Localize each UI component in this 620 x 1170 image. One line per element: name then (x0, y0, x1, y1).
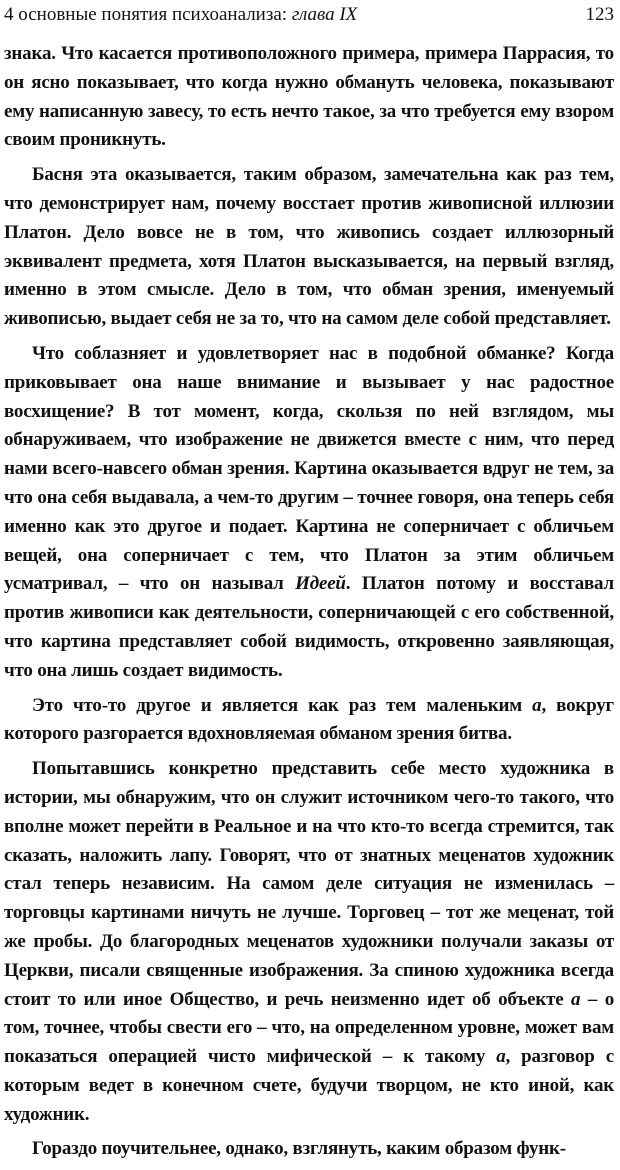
paragraph (4, 40, 614, 155)
paragraph-text: Попытавшись конкретно представить себе место художника в истории, мы обнаружим, что он служит источником чего-то такого, что вполне может перейти в Реальное и на что кто-то всегда стремится, так сказать, наложить лапу. Говорят, что от знатных меценатов художник стал теперь независим. На самом деле ситуация не изменилась – торговцы картинами ничуть не лучше. Торговец – тот же меценат, той же пробы. До благородных меценатов художники получали заказы от Церкви, писали священные изображения. За спиною художника всегда стоит то или иное Общество, и речь неизменно идет об объекте (4, 758, 614, 1010)
paragraph (4, 692, 614, 750)
running-title-chapter: глава IX (291, 4, 358, 25)
paragraph (4, 161, 614, 334)
page-header (4, 0, 614, 30)
italic-letter-a: а (496, 1046, 506, 1068)
paragraph-text: , разговор с которым ведет в конечном счете, будучи творцом, не кто иной, как художник. (4, 1046, 614, 1125)
paragraph (4, 755, 614, 1129)
italic-term-idea: Идеей (295, 573, 346, 595)
paragraph (4, 340, 614, 686)
paragraph-text: . Платон потому и восставал против живописи как деятельности, соперничающей с его собственной, что картина представляет собой видимость, откровенно заявляющая, что она лишь создает видимость. (4, 573, 614, 681)
running-title (4, 0, 357, 30)
paragraph-text: Что соблазняет и удовлетворяет нас в подобной обманке? Когда приковывает она наше внимание и вызывает у нас радостное восхищение? В тот момент, когда, скользя по ней взглядом, мы обнаруживаем, что изображение не движется вместе с ним, что перед нами всего-навсего обман зрения. Картина оказывается вдруг не тем, за что она себя выдавала, а чем-то другим – точнее говоря, она теперь себя именно как это другое и подает. Картина не соперничает с обличьем вещей, она соперничает с тем, что Платон за этим обличьем усматривал, – что он называл (4, 342, 614, 595)
paragraph-text: знака. Что касается противоположного примера, примера Паррасия, то он ясно показывает, что когда нужно обмануть человека, показывают ему написанную завесу, то есть нечто такое, за что требуется ему взором своим проникнуть. (4, 43, 614, 151)
running-title-text: 4 основные понятия психоанализа: (4, 4, 292, 25)
paragraph-text: Басня эта оказывается, таким образом, замечательна как раз тем, что демонстрирует нам, почему восстает против живописной иллюзии Платон. Дело вовсе не в том, что живопись создает иллюзорный эквивалент предмета, хотя Платон высказывается, на первый взгляд, именно в этом смысле. Дело в том, что обман зрения, именуемый живописью, выдает себя не за то, что на самом деле собой представляет. (4, 164, 614, 330)
italic-letter-a: а (532, 694, 542, 716)
page-number: 123 (585, 4, 614, 25)
body-text (4, 40, 614, 1170)
paragraph-text: – о том, точнее, чтобы свести его – что, на определенном уровне, может вам показаться операцией чисто мифической – к такому (4, 988, 615, 1068)
paragraph (4, 1135, 614, 1164)
paragraph-text: Гораздо поучительнее, однако, взглянуть, каким образом функ- (32, 1138, 566, 1160)
paragraph-text: Это что-то другое и является как раз тем маленьким (32, 694, 533, 716)
paragraph-text: , вокруг которого разгорается вдохновляемая обманом зрения битва. (4, 694, 614, 745)
italic-letter-a: а (571, 988, 581, 1010)
